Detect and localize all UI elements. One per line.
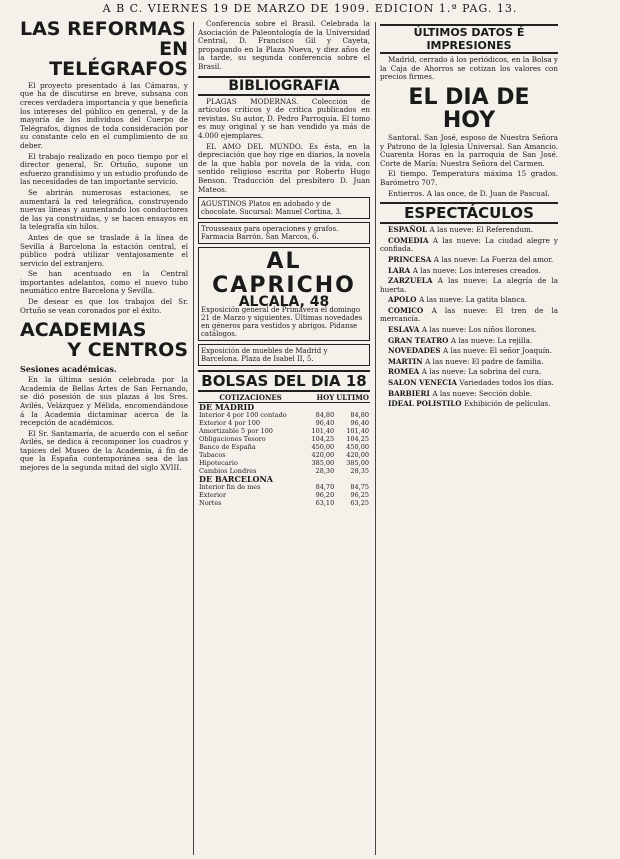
theatre-listing — [380, 226, 558, 235]
bolsa-section: DE MADRID — [199, 402, 255, 413]
theatre-listing — [380, 358, 558, 367]
page-header: A B C. VIERNES 19 DE MARZO DE 1909. EDICION 1.ª PAG. 13. — [102, 2, 518, 15]
theatre-show: A las nueve: Sección doble. — [432, 388, 533, 398]
article-paragraph: Madrid, cerrado á los periódicos, en la Bolsa y la Caja de Ahorros se cotizan los valores con precios firmes. — [380, 55, 558, 82]
headline-ultimos: ÚLTIMOS DATOS É IMPRESIONES — [380, 24, 558, 54]
headline-reformas: LAS REFORMAS — [20, 20, 186, 40]
col-header: COTIZACIONES — [219, 393, 282, 403]
table-row: Exterior 96,20 96,25 — [199, 491, 369, 500]
theatre-list — [380, 226, 558, 409]
ad-title: AL CAPRICHO — [212, 249, 356, 299]
table-row: Amortizable 5 por 100 101,40 101,40 — [199, 427, 369, 436]
article-paragraph: Santoral. San José, esposo de Nuestra Señora y Patrono de la Iglesia Universal. San Amancio. Cuarenta Horas en la parroquia de San José. Corte de María: Nuestra Señora del Carmen. — [380, 132, 558, 168]
theatre-listing — [380, 237, 558, 254]
theatre-listing — [380, 307, 558, 324]
article-paragraph: Entierros. A las once, de D. Juan de Pascual. — [388, 188, 550, 198]
theatre-name: BARBIERI — [388, 388, 433, 398]
theatre-name: NOVEDADES — [388, 346, 443, 356]
article-paragraph: Se han acentuado en la Central importantes adelantos, como el nuevo tubo neumático entre Barcelona y Sevilla. — [20, 269, 188, 296]
bolsa-section: DE BARCELONA — [199, 474, 274, 485]
section-subtitle: Sesiones académicas. — [20, 364, 117, 375]
table-row: Nortes 63,10 63,25 — [199, 499, 369, 508]
theatre-show: A las nueve: La alegría de la huerta. — [380, 276, 558, 294]
article-paragraph: En la última sesión celebrada por la Academia de Bellas Artes de San Fernando, se dió posesión de sus plazas á los Sres. Avilés, Velázquez y Mélida, encomendándose á la Academia dictaminar acerca de la recepción de académicos. — [20, 375, 188, 428]
article-paragraph: El tiempo. Temperatura máxima 15 grados. Barómetro 707. — [380, 169, 558, 187]
headline-academias: ACADEMIAS — [20, 319, 147, 342]
theatre-listing — [380, 390, 558, 399]
ad-trousseaux: Trousseaux para operaciones y grafos. Farmacia Barrón. San Marcos, 6. — [198, 222, 370, 244]
theatre-show: A las nueve: La Fuerza del amor. — [433, 254, 554, 264]
article-paragraph: El trabajo realizado en poco tiempo por el director general, Sr. Ortuño, supone un esfuerzo grandísimo y un estudio profundo de las necesidades de tan importante servicio. — [20, 151, 188, 187]
ad-address: ALCALA, 48 — [238, 294, 330, 311]
article-paragraph: Antes de que se traslade á la línea de Sevilla á Barcelona la estación central, el público podrá utilizar ventajosamente el servicio del extranjero. — [20, 232, 188, 268]
theatre-name: APOLO — [388, 295, 420, 305]
headline-espectaculos: ESPECTÁCULOS — [380, 202, 558, 224]
table-row: Exterior 4 por 100 96,40 96,40 — [199, 419, 369, 428]
theatre-name: MARTIN — [388, 356, 426, 366]
theatre-show: A las nueve: La gatita blanca. — [419, 295, 527, 305]
ad-exposicion: Exposición de muebles de Madrid y Barcelona. Plaza de Isabel II, 5. — [198, 344, 370, 366]
theatre-name: ESLAVA — [388, 325, 422, 335]
theatre-show: A las nueve: El tren de la mercancía. — [380, 305, 558, 324]
table-row: Hipotecario 385,00 385,00 — [199, 459, 369, 468]
bolsa-table — [198, 394, 370, 507]
column-3 — [380, 20, 558, 855]
theatre-listing — [380, 368, 558, 377]
section-bibliografia: BIBLIOGRAFIA — [198, 76, 370, 96]
theatre-listing — [380, 256, 558, 265]
table-row: Banco de España 450,00 450,00 — [199, 443, 369, 452]
table-row: Tabacos 420,00 420,00 — [199, 451, 369, 460]
theatre-show: Variedades todos los días. — [459, 378, 554, 388]
book-review: PLAGAS MODERNAS. Colección de artículos críticos y de crítica publicados en revistas. Su autor, D. Pedro Parroquia. El tomo es muy original y se han vendido ya más de 4.000 ejemplares. — [198, 96, 370, 140]
column-rule-1 — [193, 22, 194, 855]
theatre-name: ZARZUELA — [388, 276, 438, 286]
column-rule-2 — [375, 22, 376, 855]
table-row: Obligaciones Tesoro 104,25 104,25 — [199, 435, 369, 444]
table-row: Interior fin de mes 84,70 84,75 — [199, 483, 369, 492]
bolsa-title: BOLSAS DEL DIA 18 — [198, 370, 370, 392]
theatre-name: ESPAÑOL — [388, 225, 430, 235]
theatre-show: A las nueve: La rejilla. — [450, 335, 533, 345]
theatre-name: PRINCESA — [388, 254, 434, 264]
theatre-show: A las nueve: El Referendum. — [429, 225, 534, 235]
theatre-show: A las nueve: Los intereses creados. — [412, 265, 541, 275]
theatre-show: A las nueve: Los niños llorones. — [421, 325, 537, 335]
theatre-name: ROMEA — [388, 367, 422, 377]
headline-telegrafos: EN TELÉGRAFOS — [49, 37, 188, 80]
headline-dia-de-hoy: EL DIA DE HOY — [408, 84, 530, 133]
book-review: EL AMO DEL MUNDO. Es ésta, en la depreciación que hoy rige en diarios, la novela de la que habla por novela de la vida, con sentido religioso escrita por Roberto Hugo Benson. Traducción del presbítero D. Juan Mateos. — [198, 141, 370, 194]
theatre-name: SALON VENECIA — [388, 378, 460, 388]
theatre-show: Exhibición de películas. — [464, 399, 551, 409]
theatre-name: LARA — [388, 265, 413, 275]
theatre-name: IDEAL POLISTILO — [388, 399, 465, 409]
article-paragraph: El proyecto presentado á las Cámaras, y que ha de discutirse en breve, subsana con creces verdadera importancia y que beneficia los intereses del público en general, y de la mayoría de los individuos del Cuerpo de Telégrafos, dignos de toda consideración por su constante celo en el cumplimiento de su deber. — [20, 80, 188, 150]
col-header: HOY — [316, 393, 335, 403]
ad-agustinos: AGUSTINOS Platos en adobado y de chocolate. Sucursal: Manuel Cortina, 3. — [198, 197, 370, 219]
theatre-name: COMICO — [388, 305, 432, 315]
col-header: ULTIMO — [336, 393, 369, 403]
theatre-listing — [380, 296, 558, 305]
column-1 — [20, 20, 188, 855]
theatre-show: A las nueve: El señor Joaquín. — [442, 346, 552, 356]
theatre-show: A las nueve: La sobrina del cura. — [421, 367, 542, 377]
theatre-listing — [380, 347, 558, 356]
article-paragraph: Se abrirán numerosas estaciones, se aumentará la red telegráfica, construyendo nuevas líneas y aumentando los conductores de las ya construidas, y se hacen ensayos en la telegrafía sin hilos. — [20, 187, 188, 232]
headline-centros: Y CENTROS — [67, 339, 188, 362]
table-row: Cambios Londres 28,30 28,35 — [199, 467, 369, 476]
theatre-name: GRAN TEATRO — [388, 335, 451, 345]
theatre-listing — [380, 326, 558, 335]
article-paragraph: De desear es que los trabajos del Sr. Ortuño se vean coronados por el éxito. — [20, 297, 188, 315]
theatre-show: A las nueve: La ciudad alegre y confiada. — [380, 235, 558, 254]
theatre-listing — [380, 379, 558, 388]
column-2 — [198, 20, 370, 855]
theatre-name: COMEDIA — [388, 235, 433, 245]
ad-text: Exposición general de Primavera el domingo 21 de Marzo y siguientes. Últimas novedades en géneros para vestidos y abrigos. Pidanse catálogos. — [201, 306, 363, 339]
brasil-note: Conferencia sobre el Brasil. Celebrada la Asociación de Paleontología de la Universidad Central, D. Francisco Gil y Cayeta, propagando en la Plaza Nueva, y diez años de la tarde, su segunda conferencia sobre el Brasil. — [198, 20, 370, 71]
theatre-listing — [380, 400, 558, 409]
theatre-listing — [380, 277, 558, 294]
theatre-listing — [380, 337, 558, 346]
ad-al-capricho — [198, 247, 370, 341]
article-paragraph: El Sr. Santamaría, de acuerdo con el señor Avilés, se dedica á recomponer los cuadros y tapices del Museo de la Academia, á fin de que la España contemporánea sea de las mejores de la segunda mitad del siglo XVIII. — [20, 428, 188, 473]
theatre-listing — [380, 267, 558, 276]
theatre-show: A las nueve: El padre de familia. — [425, 356, 544, 366]
table-row: Interior 4 por 100 contado 84,80 84,80 — [199, 411, 369, 420]
